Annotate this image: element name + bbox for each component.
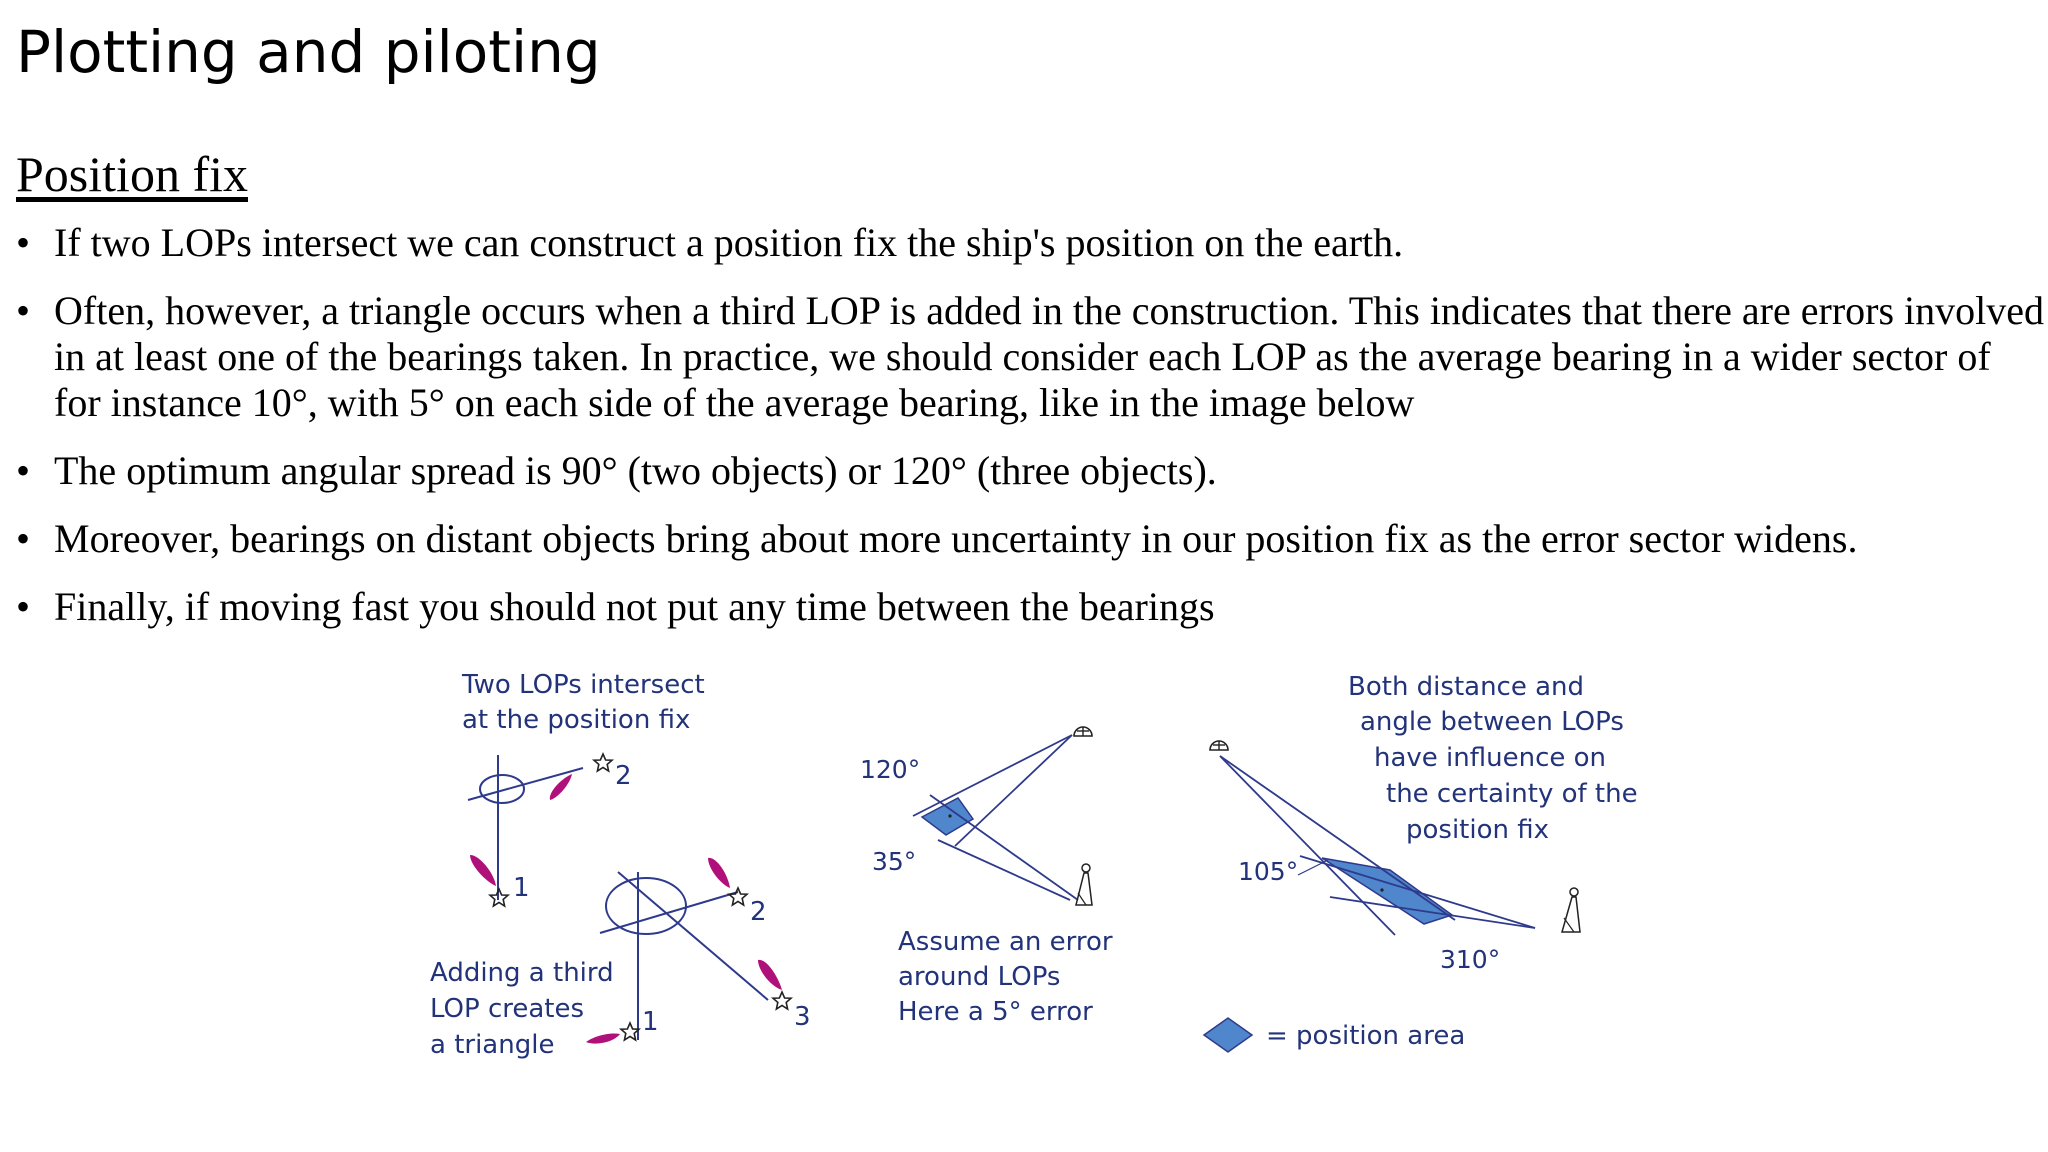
position-area-legend-icon [1204, 1018, 1252, 1052]
panel1-caption-line2: at the position fix [462, 705, 691, 735]
leader-line [1298, 860, 1328, 875]
section-heading: Position fix [16, 146, 248, 202]
lop-line [955, 735, 1072, 846]
bullet-dot: • [16, 288, 31, 333]
bullet-text: Moreover, bearings on distant objects bring about more uncertainty in our position fix as the error sector widens. [54, 516, 1858, 561]
panel1-caption-line1: Two LOPs intersect [462, 670, 705, 700]
star-icon [729, 888, 747, 905]
error-cone-icon [470, 855, 496, 886]
panel2-caption-line3: a triangle [430, 1030, 555, 1060]
error-cone-icon [758, 960, 782, 990]
panel-distance-angle [1204, 672, 1638, 1052]
panel4-caption-line4: the certainty of the [1386, 779, 1638, 809]
angle-label: 105° [1238, 857, 1299, 886]
bullet-list [16, 220, 2046, 652]
position-fix-circle [606, 878, 686, 934]
compass-rose-icon [1210, 741, 1228, 750]
panel2-caption-line1: Adding a third [430, 958, 614, 988]
position-area [922, 798, 973, 835]
bullet-text: If two LOPs intersect we can construct a position fix the ship's position on the earth. [54, 220, 1404, 265]
error-cone-icon [586, 1033, 620, 1043]
panel-triangle [430, 858, 811, 1060]
lop-line [618, 872, 768, 1000]
panel-error-sectors [860, 727, 1113, 1027]
bullet-text: The optimum angular spread is 90° (two objects) or 120° (three objects). [54, 448, 1217, 493]
star-icon [773, 992, 791, 1009]
panel4-caption-line2: angle between LOPs [1360, 707, 1624, 737]
bullet-item [16, 288, 2046, 426]
panel4-caption-line5: position fix [1406, 815, 1550, 845]
panel3-caption-line2: around LOPs [898, 962, 1061, 992]
object-label: 2 [615, 761, 632, 791]
error-cone-icon [550, 774, 572, 800]
object-label: 2 [750, 897, 767, 927]
page-title: Plotting and piloting [16, 18, 601, 86]
star-icon [621, 1023, 639, 1040]
panel-two-lops [461, 670, 705, 906]
lighthouse-icon [1076, 864, 1092, 905]
lop-line [938, 840, 1070, 900]
fix-dot [1380, 888, 1383, 891]
object-label: 1 [642, 1007, 659, 1037]
bullet-item [16, 448, 2046, 494]
bullet-text: Finally, if moving fast you should not put any time between the bearings [54, 584, 1215, 629]
bullet-text: Often, however, a triangle occurs when a third LOP is added in the construction. This indicates that there are errors involved in at least one of the bearings taken. In practice, we should consider each LOP as the average bearing in a wider sector of for instance 10°, with 5° on each side of the average bearing, like in the image below [54, 288, 2044, 425]
object-label: 3 [794, 1002, 811, 1032]
error-cone-icon [708, 858, 730, 888]
fix-dot [948, 814, 951, 817]
bullet-dot: • [16, 220, 31, 265]
bullet-dot: • [16, 584, 31, 629]
star-icon [594, 754, 612, 771]
lop-line [930, 795, 1078, 900]
bullet-dot: • [16, 516, 31, 561]
angle-label: 35° [872, 847, 917, 876]
lop-line [913, 735, 1072, 816]
panel4-caption-line3: have influence on [1374, 743, 1607, 773]
bullet-item [16, 516, 2046, 562]
bullet-item [16, 584, 2046, 630]
lighthouse-icon [1562, 888, 1580, 932]
position-fix-diagram [420, 660, 1640, 1080]
bullet-item [16, 220, 2046, 266]
angle-label: 120° [860, 755, 921, 784]
position-fix-circle [480, 775, 524, 803]
legend-text: = position area [1266, 1021, 1466, 1051]
panel3-caption-line3: Here a 5° error [898, 997, 1093, 1027]
panel3-caption-line1: Assume an error [898, 927, 1113, 957]
angle-label: 310° [1440, 945, 1501, 974]
object-label: 1 [513, 873, 530, 903]
bullet-dot: • [16, 448, 31, 493]
compass-rose-icon [1074, 727, 1092, 736]
lop-line [1220, 756, 1395, 935]
panel4-caption-line1: Both distance and [1348, 672, 1585, 702]
panel2-caption-line2: LOP creates [430, 994, 585, 1024]
